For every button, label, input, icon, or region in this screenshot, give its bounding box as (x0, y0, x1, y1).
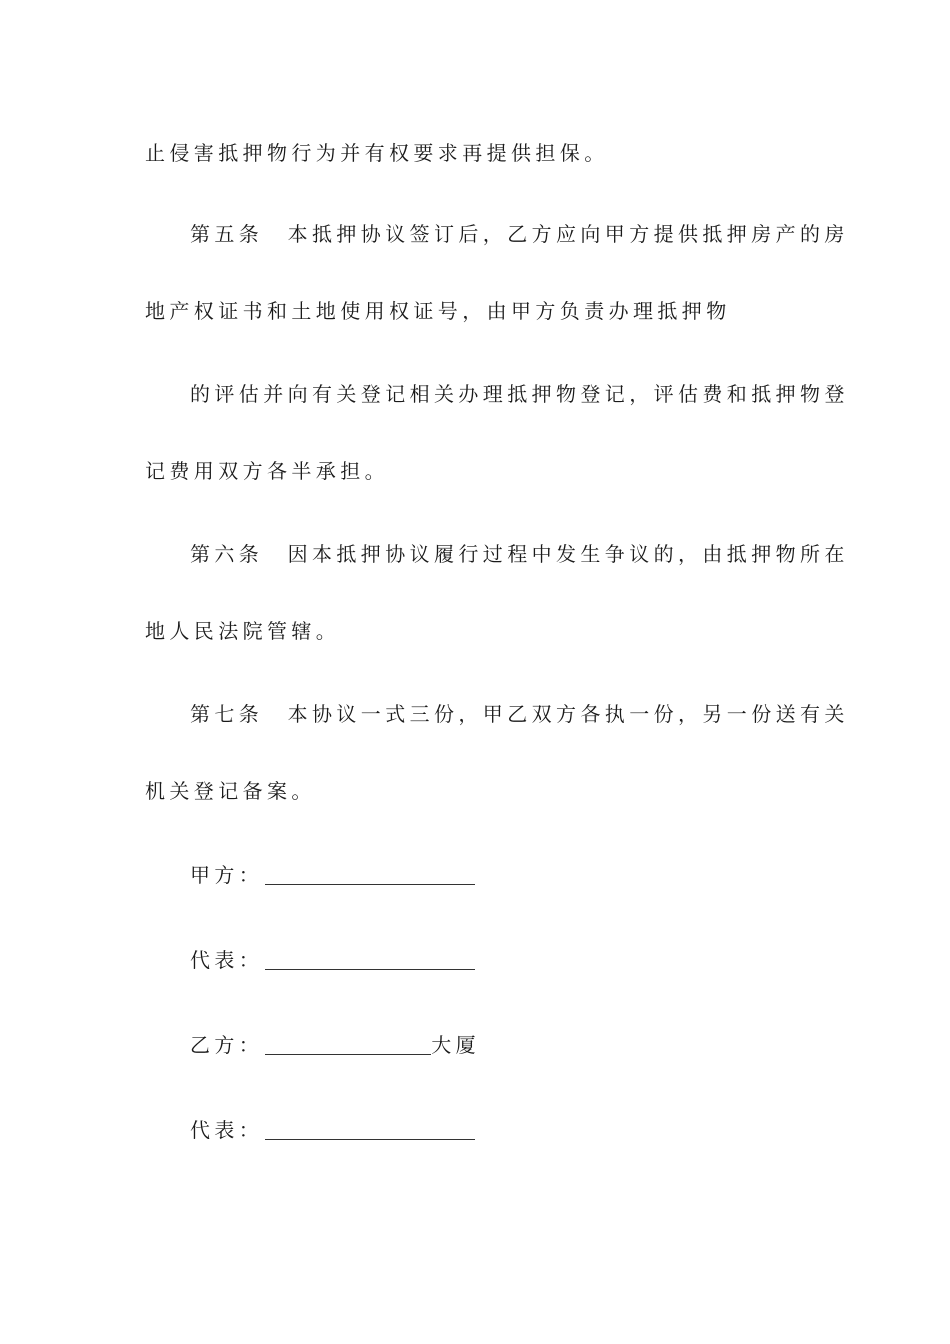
party-b-label: 乙方： (190, 1033, 264, 1057)
party-a-rep-label: 代表： (190, 948, 264, 972)
party-a-rep-blank[interactable] (265, 951, 475, 970)
party-a-label: 甲方： (190, 863, 264, 887)
article-5-line: 地产权证书和土地使用权证号，由甲方负责办理抵押物 (145, 299, 731, 323)
party-b-rep-signature (190, 1120, 475, 1140)
party-a-blank[interactable] (265, 866, 475, 885)
article-5-line: 记费用双方各半承担。 (145, 459, 389, 483)
party-b-suffix: 大厦 (431, 1033, 481, 1057)
article-6-line: 地人民法院管辖。 (145, 619, 341, 643)
article-7-line: 机关登记备案。 (145, 779, 316, 803)
party-b-blank[interactable] (265, 1036, 431, 1055)
party-b-rep-blank[interactable] (265, 1121, 475, 1140)
article-6-line: 第六条 因本抵押协议履行过程中发生争议的，由抵押物所在 (190, 542, 849, 566)
article-7-line: 第七条 本协议一式三份，甲乙双方各执一份，另一份送有关 (190, 702, 849, 726)
party-b-rep-label: 代表： (190, 1118, 264, 1142)
party-a-rep-signature (190, 950, 475, 970)
article-5-line: 第五条 本抵押协议签订后，乙方应向甲方提供抵押房产的房 (190, 222, 849, 246)
party-b-signature (190, 1035, 480, 1055)
article-5-line: 的评估并向有关登记相关办理抵押物登记，评估费和抵押物登 (190, 382, 849, 406)
party-a-signature (190, 865, 475, 885)
paragraph-line: 止侵害抵押物行为并有权要求再提供担保。 (145, 141, 609, 165)
